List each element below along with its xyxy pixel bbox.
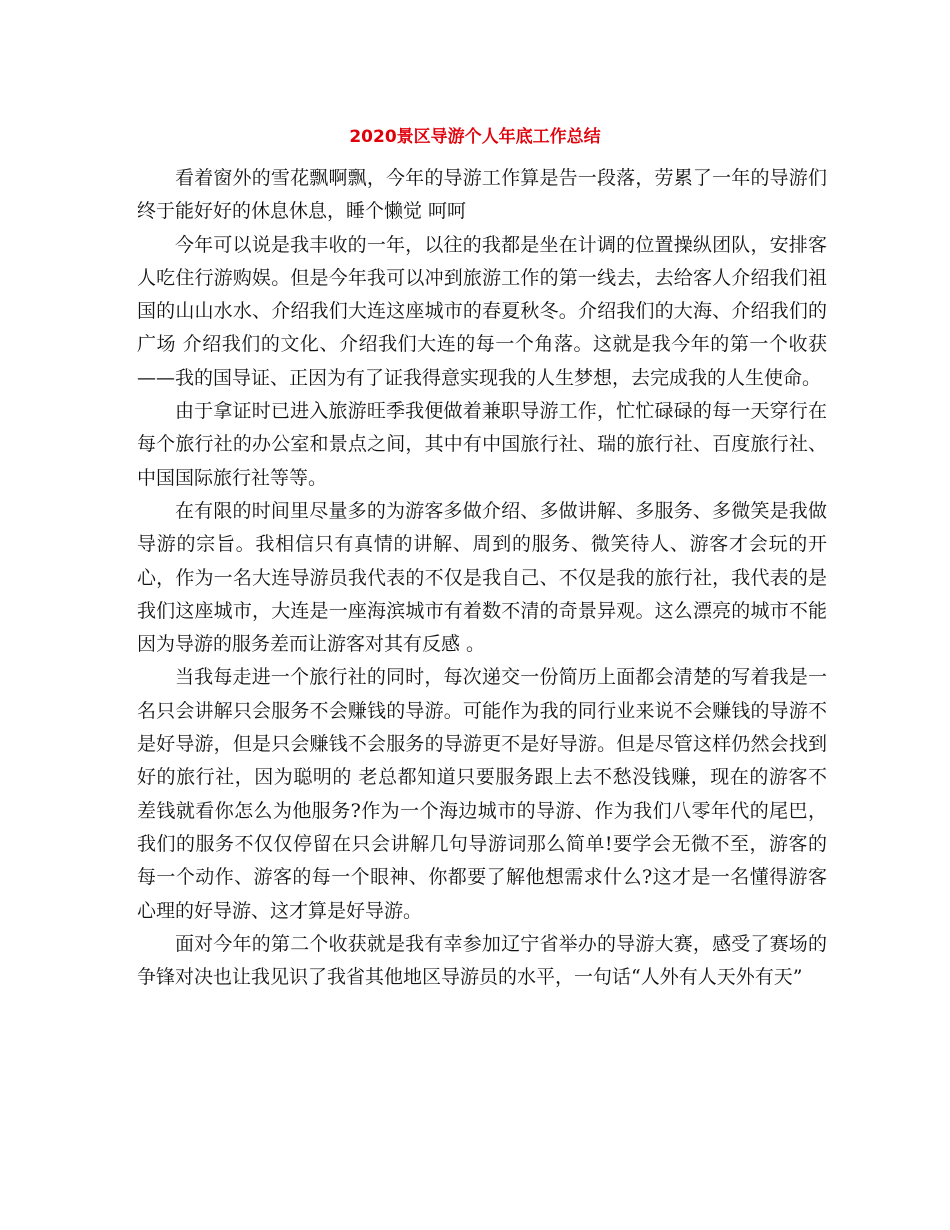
document-body [137,162,827,994]
paragraph: 今年可以说是我丰收的一年，以往的我都是坐在计调的位置操纵团队，安排客人吃住行游购娱。但是今年我可以冲到旅游工作的第一线去，去给客人介绍我们祖国的山山水水、介绍我们大连这座城市的春夏秋冬。介绍我们的大海、介绍我们的广场 介绍我们的文化、介绍我们大连的每一个角落。这就是我今年的第一个收获——我的国导证、正因为有了证我得意实现我的人生梦想，去完成我的人生使命。 [137,233,827,389]
paragraph: 当我每走进一个旅行社的同时，每次递交一份简历上面都会清楚的写着我是一名只会讲解只会服务不会赚钱的导游。可能作为我的同行业来说不会赚钱的导游不是好导游，但是只会赚钱不会服务的导游更不是好导游。但是尽管这样仍然会找到好的旅行社，因为聪明的 老总都知道只要服务跟上去不愁没钱赚，现在的游客不差钱就看你怎么为他服务?作为一个海边城市的导游、作为我们八零年代的尾巴，我们的服务不仅仅停留在只会讲解几句导游词那么简单!要学会无微不至，游客的每一个动作、游客的每一个眼神、你都要了解他想需求什么?这才是一名懂得游客心理的好导游、这才算是好导游。 [137,666,827,922]
paragraph: 由于拿证时已进入旅游旺季我便做着兼职导游工作，忙忙碌碌的每一天穿行在每个旅行社的办公室和景点之间，其中有中国旅行社、瑞的旅行社、百度旅行社、中国国际旅行社等等。 [137,400,827,489]
paragraph: 在有限的时间里尽量多的为游客多做介绍、多做讲解、多服务、多微笑是我做导游的宗旨。我相信只有真情的讲解、周到的服务、微笑待人、游客才会玩的开心，作为一名大连导游员我代表的不仅是我自己、不仅是我的旅行社，我代表的是我们这座城市，大连是一座海滨城市有着数不清的奇景异观。这么漂亮的城市不能因为导游的服务差而让游客对其有反感 。 [137,499,827,656]
paragraph: 看着窗外的雪花飘啊飘，今年的导游工作算是告一段落，劳累了一年的导游们终于能好好的休息休息，睡个懒觉 呵呵 [137,167,827,223]
document-title: 2020景区导游个人年底工作总结 [349,127,601,147]
paragraph: 面对今年的第二个收获就是我有幸参加辽宁省举办的导游大赛，感受了赛场的争锋对决也让我见识了我省其他地区导游员的水平，一句话“人外有人天外有天” [137,932,827,989]
